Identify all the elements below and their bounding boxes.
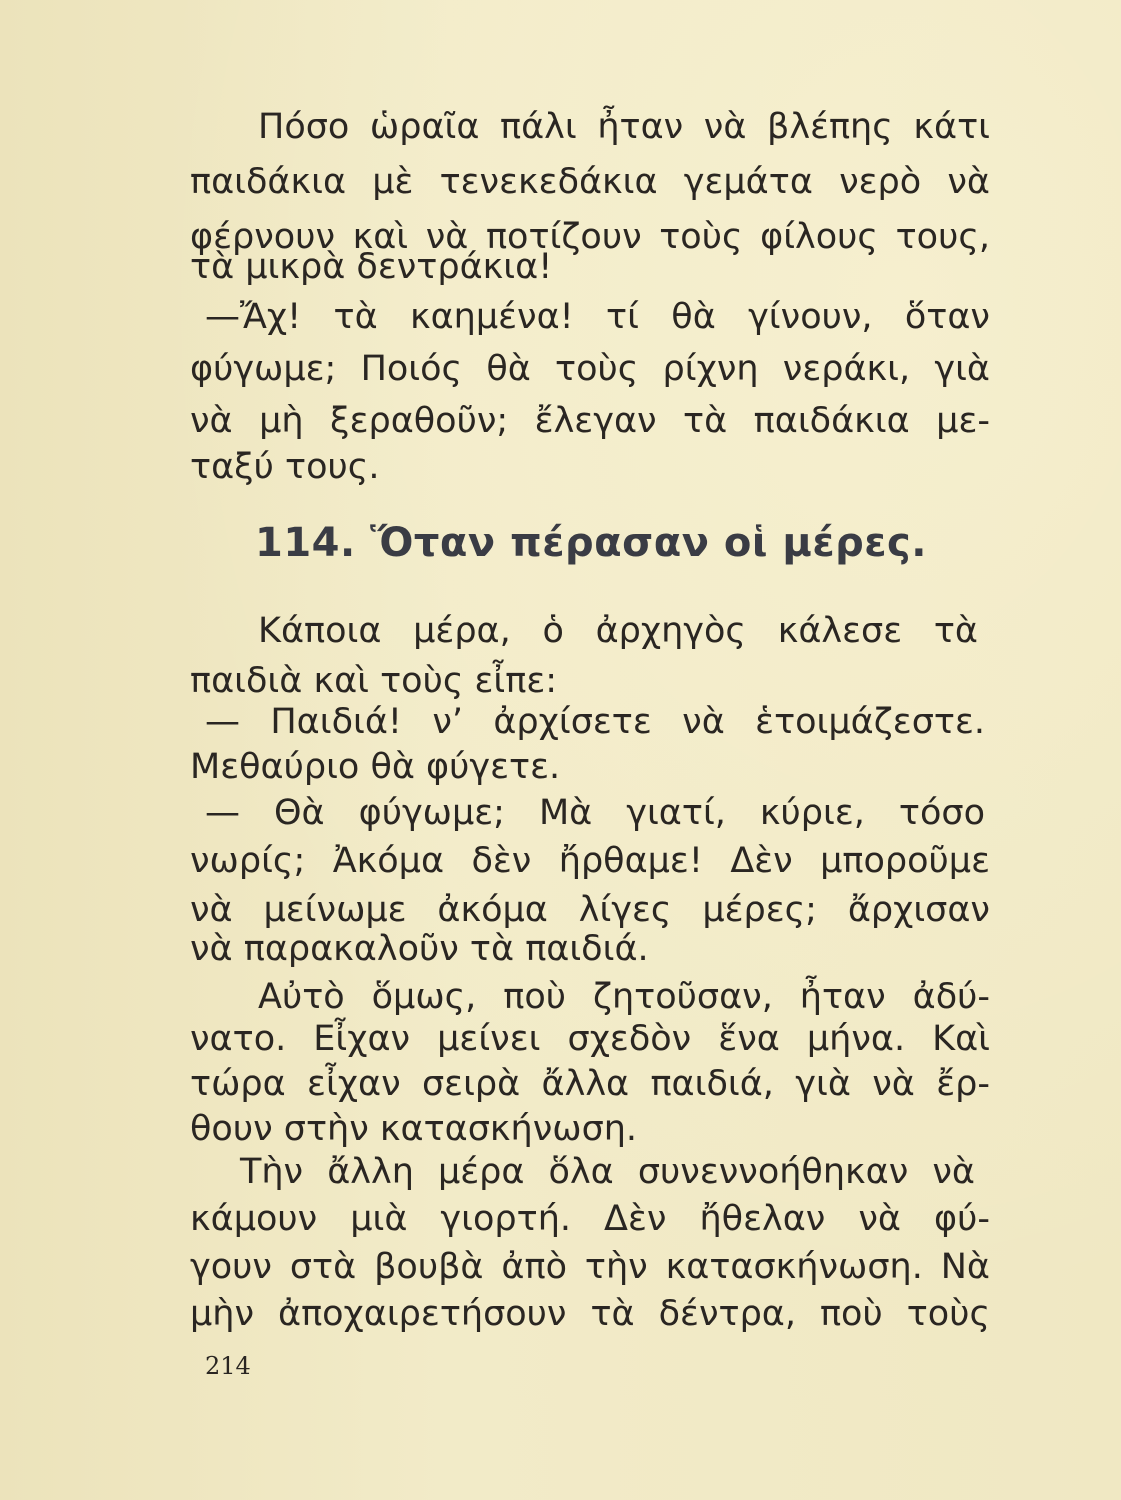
text-line: Κάποια μέρα, ὁ ἀρχηγὸς κάλεσε τὰ bbox=[258, 611, 978, 651]
text-line: νωρίς; Ἀκόμα δὲν ἤρθαμε! Δὲν μποροῦμε bbox=[190, 841, 990, 881]
section-heading: 114. Ὅταν πέρασαν οἱ μέρες. bbox=[255, 520, 927, 566]
text-line: φύγωμε; Ποιός θὰ τοὺς ρίχνη νεράκι, γιὰ bbox=[190, 349, 990, 389]
text-line: μὴν ἀποχαιρετήσουν τὰ δέντρα, ποὺ τοὺς bbox=[190, 1294, 990, 1334]
text-line: —Ἄχ! τὰ καημένα! τί θὰ γίνουν, ὅταν bbox=[205, 297, 990, 337]
text-line: παιδάκια μὲ τενεκεδάκια γεμάτα νερὸ νὰ bbox=[190, 162, 990, 202]
text-line: νὰ μείνωμε ἀκόμα λίγες μέρες; ἄρχισαν bbox=[190, 890, 990, 930]
text-line: νὰ παρακαλοῦν τὰ παιδιά. bbox=[190, 929, 649, 969]
text-line: τὰ μικρὰ δεντράκια! bbox=[190, 247, 553, 287]
text-line: κάμουν μιὰ γιορτή. Δὲν ἤθελαν νὰ φύ- bbox=[190, 1199, 990, 1239]
text-line: φέρνουν καὶ νὰ ποτίζουν τοὺς φίλους τους, bbox=[190, 217, 990, 257]
text-line: — Παιδιά! ν’ ἀρχίσετε νὰ ἑτοιμάζεστε. bbox=[205, 702, 985, 742]
page-number: 214 bbox=[205, 1352, 251, 1380]
text-line: Πόσο ὡραῖα πάλι ἦταν νὰ βλέπης κάτι bbox=[258, 107, 990, 147]
text-line: νὰ μὴ ξεραθοῦν; ἔλεγαν τὰ παιδάκια με- bbox=[190, 401, 990, 441]
text-line: — Θὰ φύγωμε; Μὰ γιατί, κύριε, τόσο bbox=[205, 793, 985, 833]
text-line: παιδιὰ καὶ τοὺς εἶπε: bbox=[190, 661, 558, 701]
text-line: θουν στὴν κατασκήνωση. bbox=[190, 1109, 638, 1149]
text-line: Αὐτὸ ὅμως, ποὺ ζητοῦσαν, ἦταν ἀδύ- bbox=[258, 977, 990, 1017]
text-line: Μεθαύριο θὰ φύγετε. bbox=[190, 747, 561, 787]
text-line: Τὴν ἄλλη μέρα ὅλα συνεννοήθηκαν νὰ bbox=[240, 1152, 975, 1192]
text-line: γουν στὰ βουβὰ ἀπὸ τὴν κατασκήνωση. Νὰ bbox=[190, 1247, 990, 1287]
text-line: ταξύ τους. bbox=[190, 447, 380, 487]
text-line: νατο. Εἶχαν μείνει σχεδὸν ἕνα μήνα. Καὶ bbox=[190, 1019, 990, 1059]
text-line: τώρα εἶχαν σειρὰ ἄλλα παιδιά, γιὰ νὰ ἔρ- bbox=[190, 1064, 990, 1104]
